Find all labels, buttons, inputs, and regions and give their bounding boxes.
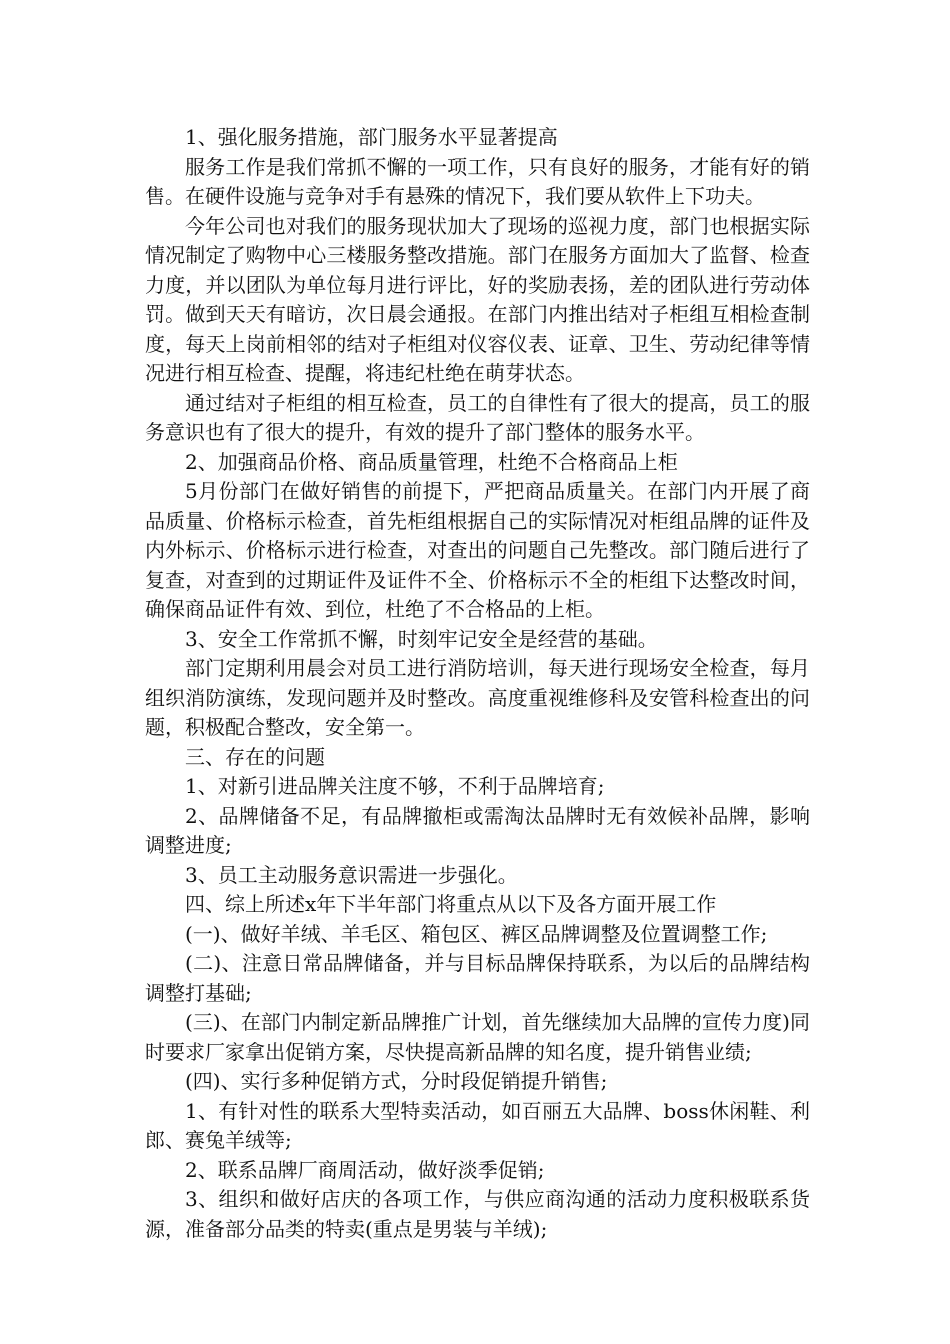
paragraph: 服务工作是我们常抓不懈的一项工作，只有良好的服务，才能有好的销售。在硬件设施与竞争对手有悬殊的情况下，我们要从软件上下功夫。 (145, 154, 810, 208)
list-item: (一)、做好羊绒、羊毛区、箱包区、裤区品牌调整及位置调整工作; (185, 921, 768, 946)
paragraph: 通过结对子柜组的相互检查，员工的自律性有了很大的提高，员工的服务意识也有了很大的提升，有效的提升了部门整体的服务水平。 (145, 390, 810, 444)
section-heading-service: 1、强化服务措施，部门服务水平显著提高 (185, 125, 558, 149)
list-item: (三)、在部门内制定新品牌推广计划，首先继续加大品牌的宣传力度)同时要求厂家拿出促销方案，尽快提高新品牌的知名度，提升销售业绩; (145, 1010, 810, 1064)
paragraph: 部门定期利用晨会对员工进行消防培训，每天进行现场安全检查，每月组织消防演练，发现问题并及时整改。高度重视维修科及安管科检查出的问题，积极配合整改，安全第一。 (145, 656, 810, 739)
list-item: 1、对新引进品牌关注度不够，不利于品牌培育; (185, 774, 605, 798)
list-item: 3、员工主动服务意识需进一步强化。 (185, 862, 518, 887)
list-item: (二)、注意日常品牌储备，并与目标品牌保持联系，为以后的品牌结构调整打基础; (145, 951, 810, 1005)
list-item: 2、联系品牌厂商周活动，做好淡季促销; (185, 1157, 545, 1182)
document-page (145, 123, 810, 1244)
paragraph: 今年公司也对我们的服务现状加大了现场的巡视力度，部门也根据实际情况制定了购物中心三楼服务整改措施。部门在服务方面加大了监督、检查力度，并以团队为单位每月进行评比，好的奖励表扬，差的团队进行劳动体罚。做到天天有暗访，次日晨会通报。在部门内推出结对子柜组互相检查制度，每天上岗前相邻的结对子柜组对仪容仪表、证章、卫生、劳动纪律等情况进行相互检查、提醒，将违纪杜绝在萌芽状态。 (145, 213, 810, 385)
list-item: 2、品牌储备不足，有品牌撤柜或需淘汰品牌时无有效候补品牌，影响调整进度; (145, 803, 810, 857)
list-item: 3、组织和做好店庆的各项工作，与供应商沟通的活动力度积极联系货源，准备部分品类的特卖(重点是男装与羊绒); (145, 1187, 810, 1241)
section-heading-plan: 四、综上所述x年下半年部门将重点从以下及各方面开展工作 (185, 892, 717, 916)
section-heading-quality: 2、加强商品价格、商品质量管理，杜绝不合格商品上柜 (185, 449, 678, 474)
section-heading-problems: 三、存在的问题 (185, 744, 325, 769)
list-item: 1、有针对性的联系大型特卖活动，如百丽五大品牌、boss休闲鞋、利郎、赛兔羊绒等; (145, 1098, 810, 1152)
list-item: (四)、实行多种促销方式，分时段促销提升销售; (185, 1069, 608, 1093)
paragraph: 5月份部门在做好销售的前提下，严把商品质量关。在部门内开展了商品质量、价格标示检查，首先柜组根据自己的实际情况对柜组品牌的证件及内外标示、价格标示进行检查，对查出的问题自己先整改。部门随后进行了复查，对查到的过期证件及证件不全、价格标示不全的柜组下达整改时间，确保商品证件有效、到位，杜绝了不合格品的上柜。 (145, 479, 810, 621)
section-heading-safety: 3、安全工作常抓不懈，时刻牢记安全是经营的基础。 (185, 626, 658, 651)
